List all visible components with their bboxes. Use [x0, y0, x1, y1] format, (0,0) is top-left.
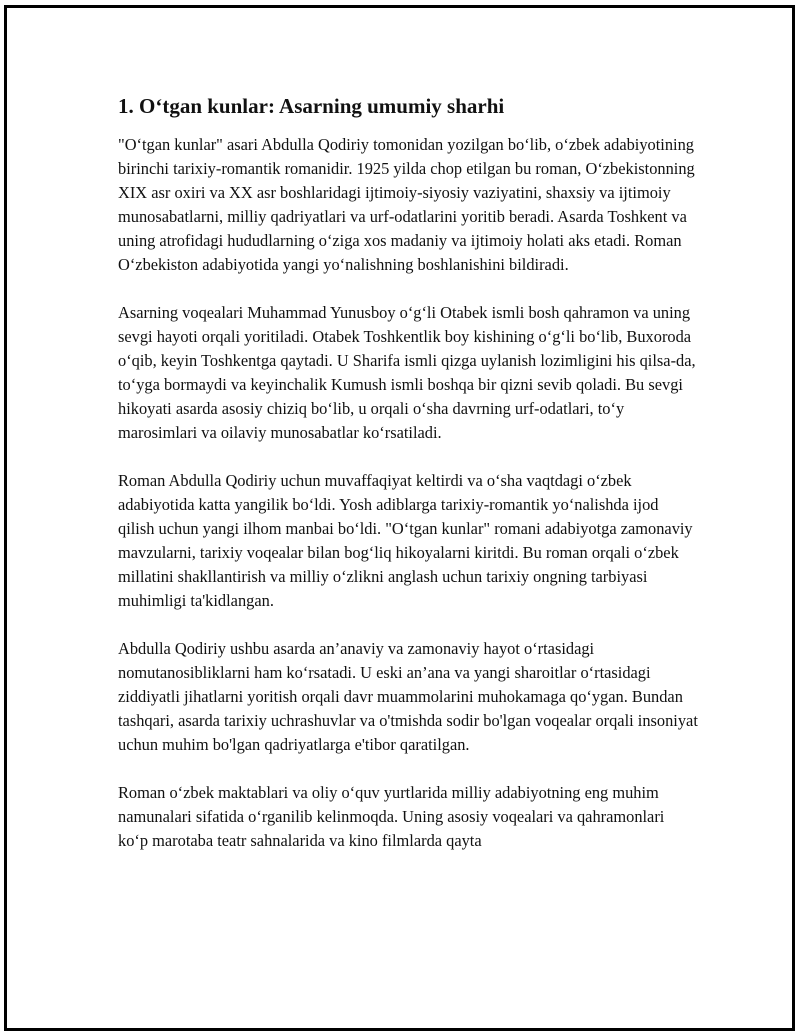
document-body: [118, 92, 698, 877]
section-heading: 1. O‘tgan kunlar: Asarning umumiy sharhi: [118, 94, 505, 118]
paragraph-2: Asarning voqealari Muhammad Yunusboy o‘g‘li Otabek ismli bosh qahramon va uning sevgi hayoti orqali yoritiladi. Otabek Toshkentlik boy kishining o‘g‘li bo‘lib, Buxoroda o‘qib, keyin Toshkentga qaytadi. U Sharifa ismli qizga uylanish lozimligini his qilsa-da, to‘yga bormaydi va keyinchalik Kumush ismli boshqa bir qizni sevib qoladi. Bu sevgi hikoyati asarda asosiy chiziq bo‘lib, u orqali o‘sha davrning urf-odatlari, to‘y marosimlari va oilaviy munosabatlar ko‘rsatiladi.: [118, 303, 696, 442]
paragraph-4: Abdulla Qodiriy ushbu asarda an’anaviy va zamonaviy hayot o‘rtasidagi nomutanosibliklarni ham ko‘rsatadi. U eski an’ana va yangi sharoitlar o‘rtasidagi ziddiyatli jihatlarni yoritish orqali davr muammolarini muhokamaga qo‘ygan. Bundan tashqari, asarda tarixiy uchrashuvlar va o'tmishda sodir bo'lgan voqealar orqali insoniyat uchun muhim bo'lgan qadriyatlarga e'tibor qaratilgan.: [118, 639, 698, 754]
paragraph-1: "O‘tgan kunlar" asari Abdulla Qodiriy tomonidan yozilgan bo‘lib, o‘zbek adabiyotining birinchi tarixiy-romantik romanidir. 1925 yilda chop etilgan bu roman, O‘zbekistonning XIX asr oxiri va XX asr boshlaridagi ijtimoiy-siyosiy vaziyatini, shaxsiy va ijtimoiy munosabatlarni, milliy qadriyatlari va urf-odatlarini yoritib beradi. Asarda Toshkent va uning atrofidagi hududlarning o‘ziga xos madaniy va ijtimoiy holati aks etadi. Roman O‘zbekiston adabiyotida yangi yo‘nalishning boshlanishini bildiradi.: [118, 135, 695, 274]
paragraph-5: Roman o‘zbek maktablari va oliy o‘quv yurtlarida milliy adabiyotning eng muhim namunalari sifatida o‘rganilib kelinmoqda. Uning asosiy voqealari va qahramonlari ko‘p marotaba teatr sahnalarida va kino filmlarda qayta: [118, 783, 665, 850]
paragraph-3: Roman Abdulla Qodiriy uchun muvaffaqiyat keltirdi va o‘sha vaqtdagi o‘zbek adabiyotida katta yangilik bo‘ldi. Yosh adiblarga tarixiy-romantik yo‘nalishda ijod qilish uchun yangi ilhom manbai bo‘ldi. "O‘tgan kunlar" romani adabiyotga zamonaviy mavzularni, tarixiy voqealar bilan bog‘liq hikoyalarni kiritdi. Bu roman orqali o‘zbek millatini shakllantirish va milliy o‘zlikni anglash uchun tarixiy ongning tarbiyasi muhimligi ta'kidlangan.: [118, 471, 693, 610]
